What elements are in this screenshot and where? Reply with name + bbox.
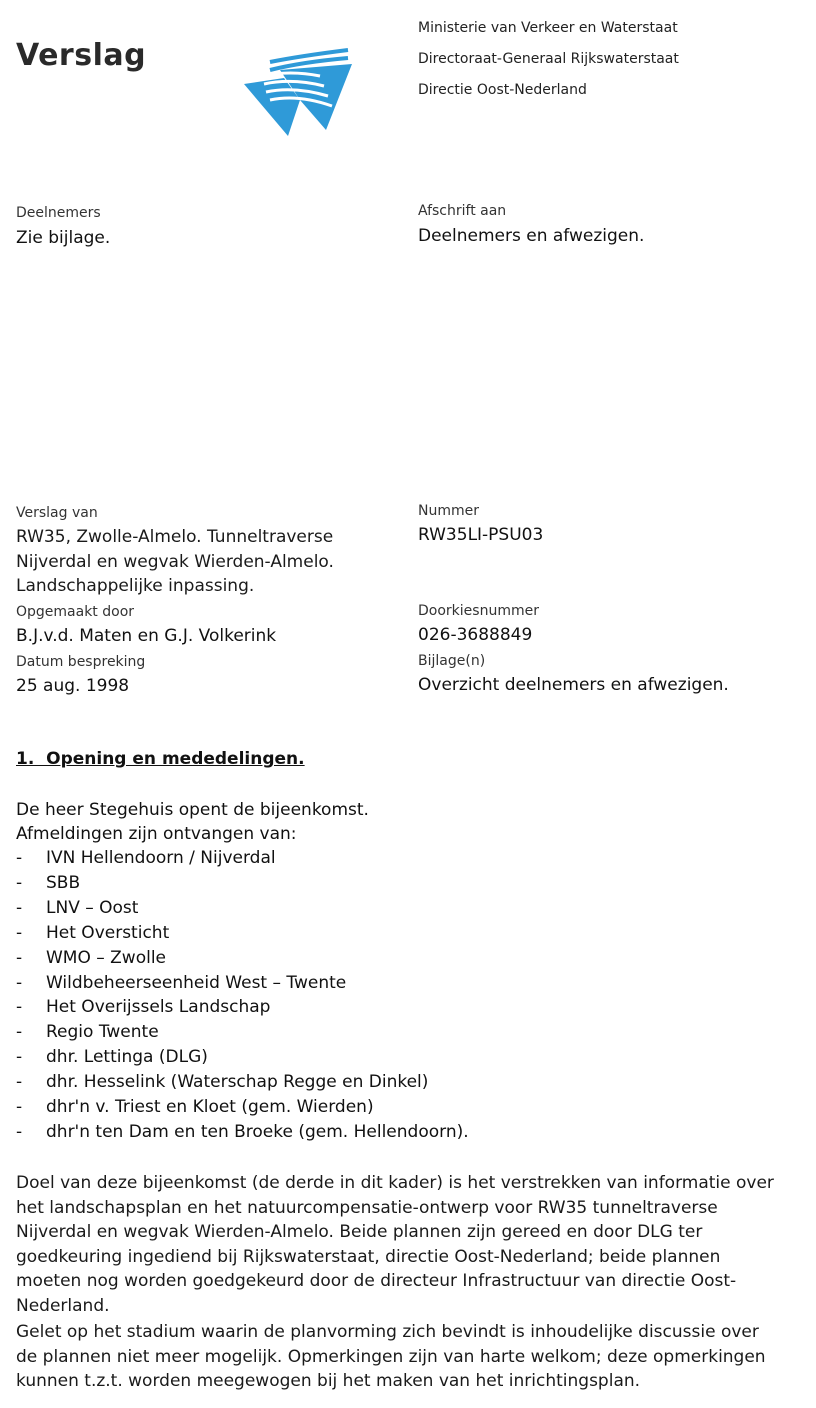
doorkies-value: 026-3688849 [418,625,533,645]
bullet-dash: - [16,947,23,968]
list-item [16,921,469,946]
bullet-dash: - [16,972,23,993]
bullet-dash: - [16,1121,23,1142]
paragraph-line: moeten nog worden goedgekeurd door de directeur Infrastructuur van directie Oost- [16,1271,737,1292]
deelnemers-value: Zie bijlage. [16,228,111,248]
paragraph-line: Gelet op het stadium waarin de planvorming zich bevindt is inhoudelijke discussie over [16,1322,759,1342]
list-item [16,1095,469,1120]
paragraph-line: Doel van deze bijeenkomst (de derde in dit kader) is het verstrekken van informatie over [16,1173,774,1193]
list-item [16,1070,469,1095]
org-directorate: Directoraat-Generaal Rijkswaterstaat [418,51,679,67]
paragraph-discussion [16,1320,806,1394]
nummer-value: RW35LI-PSU03 [418,525,544,545]
section-heading: 1. Opening en mededelingen. [16,749,305,769]
rijkswaterstaat-logo-icon [240,40,352,140]
absentee-name: Wildbeheerseenheid West – Twente [46,972,347,993]
verslag-van-line: Landschappelijke inpassing. [16,576,255,597]
afschrift-label: Afschrift aan [418,203,507,219]
verslag-van-value [16,525,334,599]
absentee-name: Regio Twente [46,1022,159,1043]
list-item [16,846,469,871]
bullet-dash: - [16,1072,23,1093]
absentee-name: WMO – Zwolle [46,947,167,968]
absentee-name: dhr'n ten Dam en ten Broeke (gem. Hellendoorn). [46,1121,469,1142]
bullet-dash: - [16,1097,23,1118]
absentee-name: SBB [46,872,81,893]
list-item [16,1045,469,1070]
paragraph-line: Nijverdal en wegvak Wierden-Almelo. Beide plannen zijn gereed en door DLG ter [16,1222,703,1243]
paragraph-line: Nederland. [16,1295,110,1316]
opgemaakt-label: Opgemaakt door [16,604,135,620]
list-item [16,971,469,996]
absentee-name: IVN Hellendoorn / Nijverdal [46,848,276,868]
list-item [16,946,469,971]
absentee-list [16,846,469,1145]
list-item [16,995,469,1020]
list-item [16,896,469,921]
absentee-name: dhr. Hesselink (Waterschap Regge en Dinkel) [46,1072,429,1093]
bullet-dash: - [16,872,23,893]
absentee-name: dhr'n v. Triest en Kloet (gem. Wierden) [46,1097,374,1118]
paragraph-purpose [16,1171,806,1319]
list-item [16,1020,469,1045]
paragraph-line: kunnen t.z.t. worden meegewogen bij het maken van het inrichtingsplan. [16,1371,641,1392]
bijlage-label: Bijlage(n) [418,653,486,669]
verslag-van-line: Nijverdal en wegvak Wierden-Almelo. [16,551,334,572]
paragraph-line: de plannen niet meer mogelijk. Opmerkingen zijn van harte welkom; deze opmerkingen [16,1346,766,1367]
paragraph-line: het landschapsplan en het natuurcompensatie-ontwerp voor RW35 tunneltraverse [16,1197,718,1218]
deelnemers-label: Deelnemers [16,205,101,221]
absentee-name: Het Oversticht [46,922,170,943]
absentee-name: dhr. Lettinga (DLG) [46,1047,208,1068]
verslag-van-label: Verslag van [16,505,98,521]
verslag-van-line: RW35, Zwolle-Almelo. Tunneltraverse [16,527,334,547]
bullet-dash: - [16,997,23,1018]
bullet-dash: - [16,1022,23,1043]
afschrift-value: Deelnemers en afwezigen. [418,226,645,246]
list-item [16,1120,469,1145]
org-ministry: Ministerie van Verkeer en Waterstaat [418,20,678,36]
doorkies-label: Doorkiesnummer [418,603,539,619]
absentee-name: LNV – Oost [46,897,139,918]
intro-line: Afmeldingen zijn ontvangen van: [16,824,297,844]
paragraph-line: goedkeuring ingediend bij Rijkswaterstaat, directie Oost-Nederland; beide plannen [16,1246,721,1267]
list-item [16,871,469,896]
bijlage-value: Overzicht deelnemers en afwezigen. [418,675,729,695]
bullet-dash: - [16,1047,23,1068]
bullet-dash: - [16,848,23,868]
datum-label: Datum bespreking [16,654,146,670]
datum-value: 25 aug. 1998 [16,676,130,696]
bullet-dash: - [16,897,23,918]
absentee-name: Het Overijssels Landschap [46,997,271,1018]
intro-line: De heer Stegehuis opent de bijeenkomst. [16,800,369,820]
nummer-label: Nummer [418,503,479,519]
opgemaakt-value: B.J.v.d. Maten en G.J. Volkerink [16,626,277,646]
document-title: Verslag [16,38,147,73]
org-division: Directie Oost-Nederland [418,82,587,98]
bullet-dash: - [16,922,23,943]
